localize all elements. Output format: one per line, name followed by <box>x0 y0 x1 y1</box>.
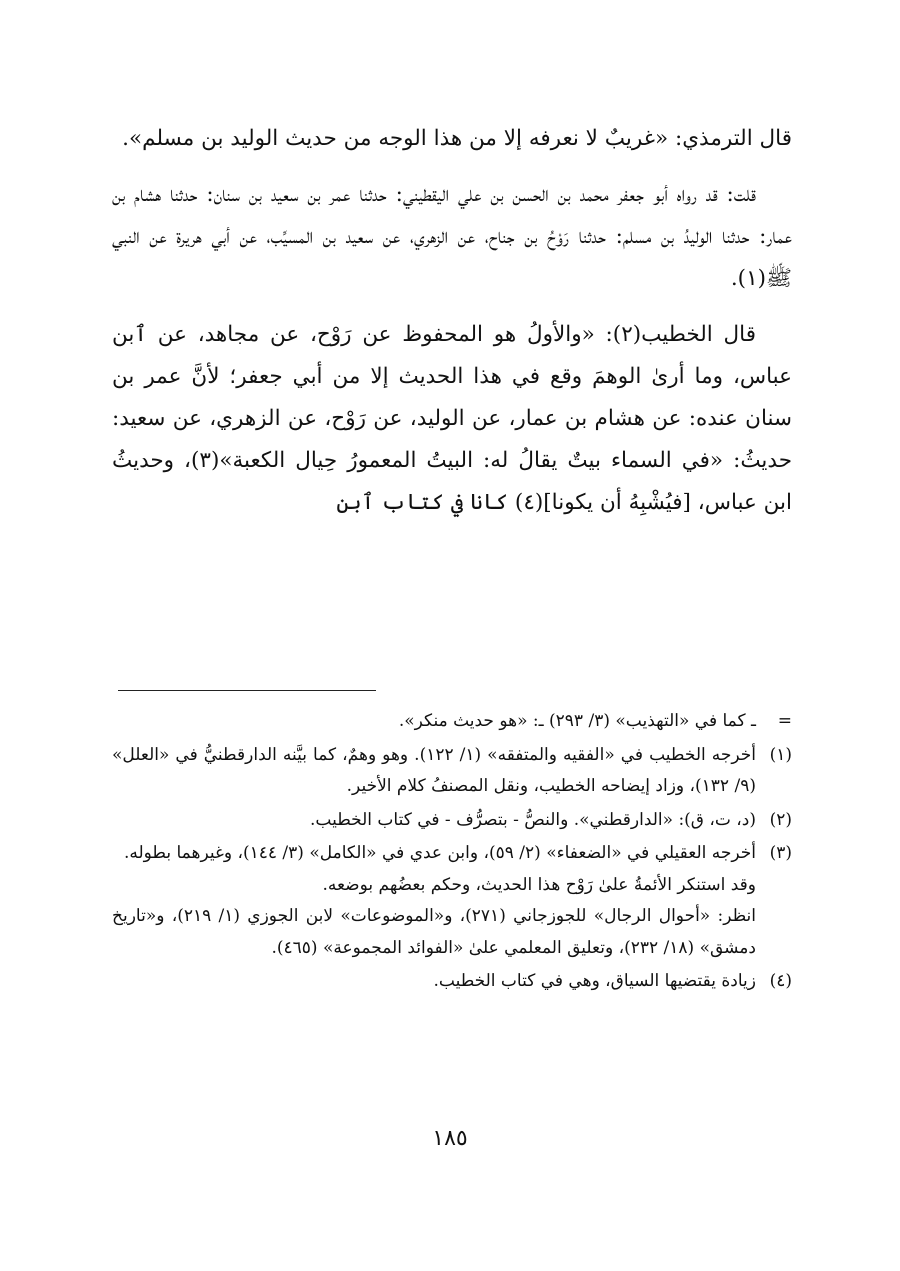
footnotes <box>112 706 792 1000</box>
paragraph-tirmidhi: قال الترمذي: «غريبٌ لا نعرفه إلا من هذا الوجه من حديث الوليد بن مسلم». <box>122 126 792 151</box>
footnote-line: (د، ت، ق): «الدارقطني». والنصُّ - بتصرُّف - في كتاب الخطيب. <box>309 809 756 830</box>
footnote-number: (١) <box>769 744 792 765</box>
paragraph-isnad: قلت: قد رواه أبو جعفر محمد بن الحسن بن علي اليقطيني: حدثنا عمر بن سعيد بن سنان: حدثنا هشام بن عمار: حدثنا الوليدُ بن مسلم: حدثنا رَوْحُ بن جناح، عن الزهري، عن سعيد بن المسيِّب، عن أبي هريرة عن النبي ﷺ(١). <box>112 182 792 291</box>
footnote-3 <box>112 838 792 964</box>
footnote-line: أخرجه الخطيب في «الفقيه والمتفقه» (١/ ١٢٢). وهو وهمٌ، كما بيَّنه الدارقطنيُّ في «العلل» (٩/ ١٣٢)، وزاد إيضاحه الخطيب، ونقل المصنفُ كلام الأخير. <box>112 744 756 796</box>
footnote-line: وقد استنكر الأئمةُ علىٰ رَوْح هذا الحديث، وحكم بعضُهم بوضعه. <box>322 874 756 895</box>
footnote-2 <box>112 805 792 837</box>
footnote-continuation-text: ـ كما في «التهذيب» (٣/ ٢٩٣) ـ: «هو حديث منكر». <box>398 711 756 731</box>
footnote-continuation-marker: = <box>777 711 792 731</box>
paragraph-khatib: قال الخطيب(٢): «والأولُ هو المحفوظ عن رَوْح، عن مجاهد، عن ٱبن عباس، وما أرىٰ الوهمَ وقع في هذا الحديث إلا من أبي جعفر؛ لأنَّ عمر بن سنان عنده: عن هشام بن عمار، عن الوليد، عن رَوْح، عن الزهري، عن سعيد: حديثُ: «في السماء بيتٌ يقالُ له: البيتُ المعمورُ حِيال الكعبة»(٣)، وحديثُ ابن عباس، [فيُشْبِهُ أن يكونا](٤) كانا في كتاب ٱبن <box>112 322 792 515</box>
footnote-4 <box>112 966 792 998</box>
footnote-line: زيادة يقتضيها السياق، وهي في كتاب الخطيب. <box>433 971 756 991</box>
footnote-number: (٤) <box>769 971 792 991</box>
footnote-line: انظر: «أحوال الرجال» للجوزجاني (٢٧١)، و«الموضوعات» لابن الجوزي (١/ ٢١٩)، و«تاريخ دمشق» (١٨/ ٢٣٢)، وتعليق المعلمي علىٰ «الفوائد المجموعة» (٤٦٥). <box>112 906 756 958</box>
page-number: ١٨٥ <box>432 1126 468 1151</box>
footnote-text <box>112 838 756 964</box>
footnote-text <box>112 805 756 837</box>
footnote-line: أخرجه العقيلي في «الضعفاء» (٢/ ٥٩)، وابن عدي في «الكامل» (٣/ ١٤٤)، وغيرهما بطوله. <box>123 843 756 863</box>
footnote-text <box>112 740 756 803</box>
main-text <box>112 118 792 538</box>
footnote-divider <box>118 690 376 691</box>
footnote-number: (٣) <box>769 843 792 863</box>
footnote-continuation <box>112 706 792 738</box>
footnote-text <box>112 966 756 998</box>
footnote-number: (٢) <box>769 809 792 830</box>
footnote-1 <box>112 740 792 803</box>
